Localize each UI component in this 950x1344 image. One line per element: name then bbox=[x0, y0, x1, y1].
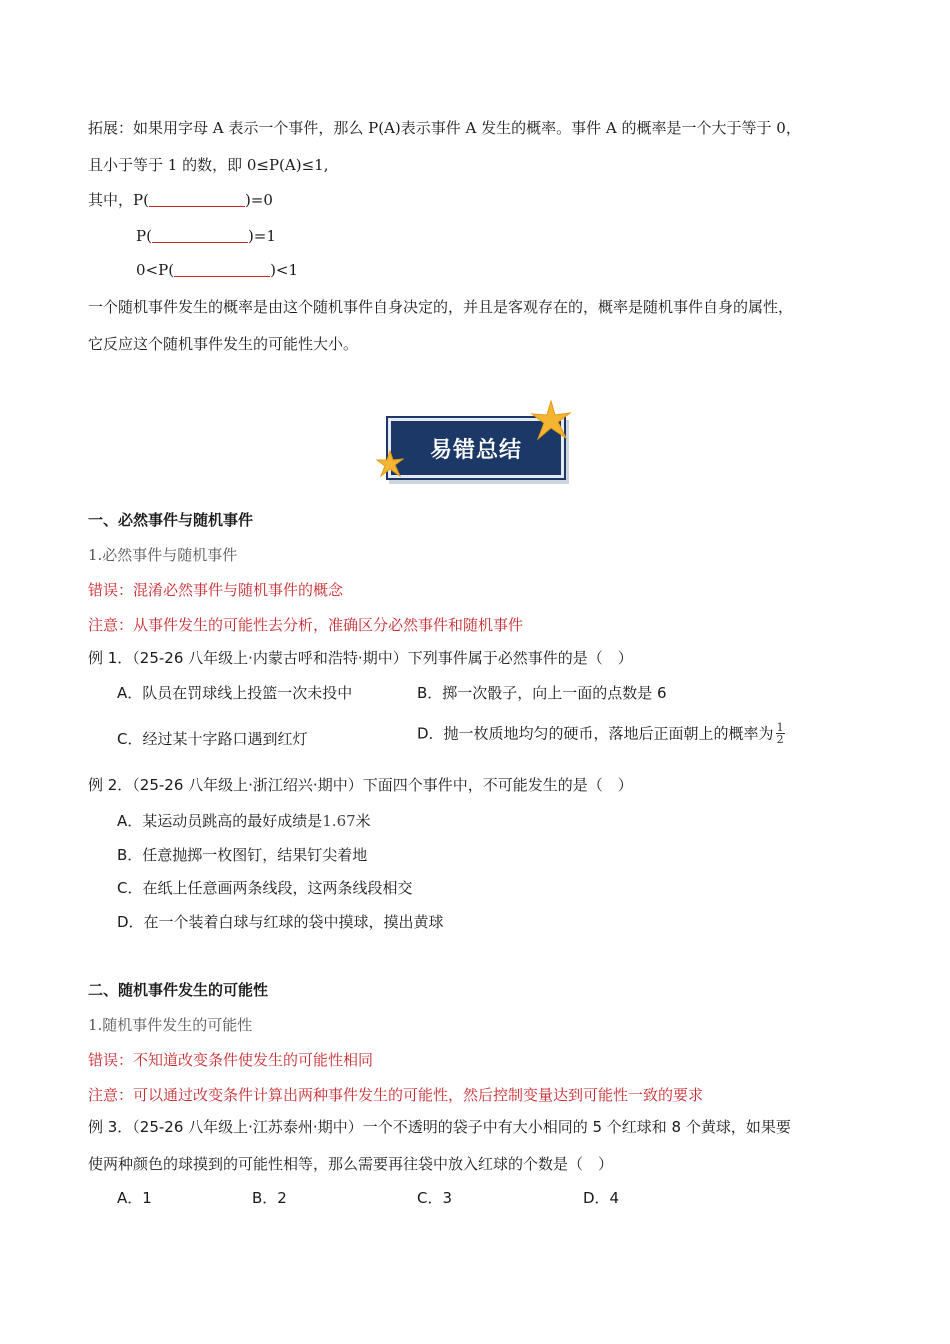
example-3-option-b[interactable]: B．2 bbox=[252, 1189, 287, 1207]
fraction-denominator: 2 bbox=[776, 733, 784, 746]
blank-row-1-prefix: 其中，P( bbox=[88, 191, 149, 209]
example-1-option-a[interactable]: A．队员在罚球线上投篮一次未投中 bbox=[117, 684, 353, 702]
star-icon-bottom-left bbox=[376, 450, 404, 478]
example-2-option-b[interactable]: B．任意抛掷一枚图钉，结果钉尖着地 bbox=[117, 846, 368, 864]
intro-blank-row-2 bbox=[136, 225, 276, 247]
example-1-option-d-text: D．抛一枚质地均匀的硬币，落地后正面朝上的概率为 bbox=[417, 724, 774, 743]
fraction-one-half bbox=[776, 722, 785, 745]
example-2-option-c[interactable]: C．在纸上任意画两条线段，这两条线段相交 bbox=[117, 879, 413, 897]
example-3-option-a[interactable]: A．1 bbox=[117, 1189, 152, 1207]
blank-row-2-suffix: )=1 bbox=[247, 227, 276, 245]
section-1-note: 注意：从事件发生的可能性去分析，准确区分必然事件和随机事件 bbox=[88, 616, 524, 634]
star-icon-top-right bbox=[530, 400, 572, 442]
example-1-option-d[interactable] bbox=[417, 722, 785, 745]
intro-line-3: 一个随机事件发生的概率是由这个随机事件自身决定的，并且是客观存在的，概率是随机事件自身的属性， bbox=[88, 298, 794, 316]
answer-blank-1[interactable] bbox=[149, 191, 245, 207]
intro-line-2: 且小于等于 1 的数，即 0≤P(A)≤1, bbox=[88, 156, 329, 174]
section-2-subheading: 1.随机事件发生的可能性 bbox=[88, 1016, 253, 1034]
blank-row-3-suffix: )<1 bbox=[270, 261, 299, 279]
intro-blank-row-3 bbox=[136, 259, 298, 281]
example-3-stem-line-1: 例 3．（25-26 八年级上·江苏泰州·期中）一个不透明的袋子中有大小相同的 5 个红球和 8 个黄球，如果要 bbox=[88, 1118, 791, 1136]
section-1-subheading: 1.必然事件与随机事件 bbox=[88, 546, 238, 564]
example-2-option-a-unit: 米 bbox=[355, 812, 371, 830]
intro-line-4: 它反应这个随机事件发生的可能性大小。 bbox=[88, 335, 359, 353]
example-1-stem: 例 1．（25-26 八年级上·内蒙古呼和浩特·期中）下列事件属于必然事件的是（ ） bbox=[88, 649, 633, 667]
intro-blank-row-1 bbox=[88, 189, 273, 211]
section-1-error: 错误：混淆必然事件与随机事件的概念 bbox=[88, 581, 344, 599]
blank-row-2-prefix: P( bbox=[136, 227, 152, 245]
blank-row-3-prefix: 0<P( bbox=[136, 261, 175, 279]
section-2-error: 错误：不知道改变条件使发生的可能性相同 bbox=[88, 1051, 374, 1069]
example-2-option-a-text: A．某运动员跳高的最好成绩是 bbox=[117, 812, 323, 830]
blank-row-1-suffix: )=0 bbox=[244, 191, 273, 209]
example-2-stem: 例 2．（25-26 八年级上·浙江绍兴·期中）下面四个事件中，不可能发生的是（ ） bbox=[88, 776, 633, 794]
intro-line-1: 拓展：如果用字母 A 表示一个事件，那么 P(A)表示事件 A 发生的概率。事件 A 的概率是一个大于等于 0， bbox=[88, 119, 801, 137]
example-2-option-d[interactable]: D．在一个装着白球与红球的袋中摸球，摸出黄球 bbox=[117, 913, 444, 931]
example-3-stem-line-2: 使两种颜色的球摸到的可能性相等，那么需要再往袋中放入红球的个数是（ ） bbox=[88, 1155, 614, 1173]
answer-blank-3[interactable] bbox=[174, 261, 270, 277]
section-2-note: 注意：可以通过改变条件计算出两种事件发生的可能性，然后控制变量达到可能性一致的要求 bbox=[88, 1086, 704, 1104]
fraction-numerator: 1 bbox=[776, 721, 784, 734]
section-1-heading: 一、必然事件与随机事件 bbox=[88, 511, 254, 529]
answer-blank-2[interactable] bbox=[152, 227, 248, 243]
example-2-option-a[interactable] bbox=[117, 810, 371, 832]
example-1-option-c[interactable]: C．经过某十字路口遇到红灯 bbox=[117, 730, 308, 748]
example-3-option-d[interactable]: D．4 bbox=[583, 1189, 620, 1207]
example-3-option-c[interactable]: C．3 bbox=[417, 1189, 453, 1207]
example-1-option-b[interactable]: B．掷一次骰子，向上一面的点数是 6 bbox=[417, 684, 667, 702]
example-2-option-a-value: 1.67 bbox=[322, 812, 356, 830]
section-banner: 易错总结 bbox=[388, 418, 564, 478]
section-2-heading: 二、随机事件发生的可能性 bbox=[88, 981, 269, 999]
